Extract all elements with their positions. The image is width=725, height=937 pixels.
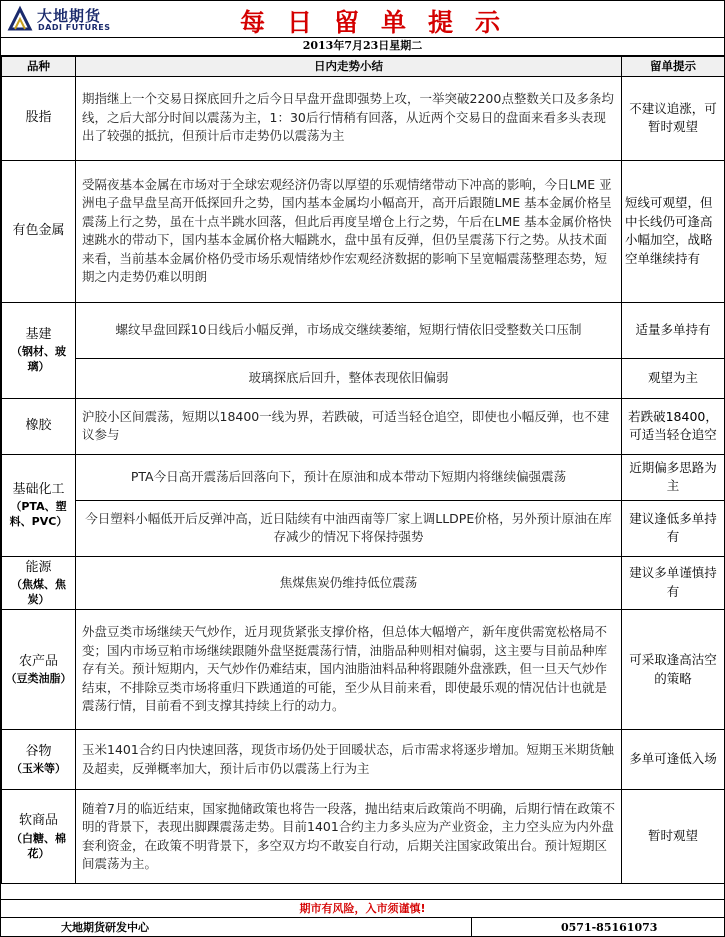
category-label: 软商品 <box>18 813 58 829</box>
category-sub-label: （焦煤、焦炭） <box>11 578 66 606</box>
summary-cell: 沪胶小区间震荡，短期以18400一线为界，若跌破，可适当轻仓追空，即使也小幅反弹，也不建议参与 <box>76 398 622 454</box>
category-label: 农产品 <box>18 653 58 669</box>
category-label: 橡胶 <box>25 417 52 433</box>
summary-cell: 外盘豆类市场继续天气炒作，近月现货紧张支撑价格，但总体大幅增产，新年度供需宽松格局不变；国内市场豆粕市场继续跟随外盘坚挺震荡行情，油脂品种则相对偏弱，这主要与目前品种库存有关。预计短期内，天气炒作仍难结束，国内油脂油料品种将跟随外盘涨跌，但一旦天气炒作结束，不排除豆类市场将重归下跌通道的可能，至少从目前来看，即使最乐观的情况估计也就是震荡行情，目前看不到支撑其持续上行的动力。 <box>76 610 622 730</box>
category-sub-label: （豆类油脂） <box>5 672 72 686</box>
column-header-category: 品种 <box>2 57 76 77</box>
summary-cell: 螺纹早盘回踩10日线后小幅反弹，市场成交继续萎缩，短期行情依旧受整数关口压制 <box>76 302 622 358</box>
tip-cell: 不建议追涨，可暂时观望 <box>622 76 725 160</box>
table-row <box>2 500 725 556</box>
table-row <box>2 76 725 160</box>
table-row <box>2 302 725 358</box>
category-cell <box>2 302 76 398</box>
summary-cell: 玻璃探底后回升，整体表现依旧偏弱 <box>76 358 622 398</box>
report-footer <box>1 917 724 937</box>
category-label: 能源 <box>25 559 52 575</box>
advice-table <box>1 56 725 884</box>
tip-cell: 短线可观望，但中长线仍可逢高小幅加空，战略空单继续持有 <box>622 160 725 302</box>
category-cell <box>2 610 76 730</box>
category-label: 基建 <box>25 326 52 342</box>
tip-cell: 若跌破18400，可适当轻仓追空 <box>622 398 725 454</box>
table-row <box>2 556 725 610</box>
tip-cell: 适量多单持有 <box>622 302 725 358</box>
category-sub-label: （钢材、玻璃） <box>11 345 66 374</box>
category-cell <box>2 76 76 160</box>
category-sub-label: （PTA、塑料、PVC） <box>9 500 68 529</box>
table-row <box>2 730 725 790</box>
report-header <box>1 1 724 38</box>
summary-cell: 期指继上一个交易日探底回升之后今日早盘开盘即强势上攻，一举突破2200点整数关口及多条均线，之后大部分时间以震荡为主，1：30后行情稍有回落，从近两个交易日的盘面来看多头表现出了较强的抵抗，但预计后市走势仍以震荡为主 <box>76 76 622 160</box>
category-sub-label: （白糖、棉花） <box>11 831 66 860</box>
logo-mark-icon <box>7 5 33 33</box>
table-row <box>2 398 725 454</box>
report-date: 2013年7月23日星期二 <box>1 37 724 56</box>
category-label: 谷物 <box>25 743 52 759</box>
risk-warning: 期市有风险，入市须谨慎! <box>1 899 724 917</box>
category-cell <box>2 160 76 302</box>
category-cell <box>2 556 76 610</box>
summary-cell: 受隔夜基本金属在市场对于全球宏观经济仍寄以厚望的乐观情绪带动下冲高的影响，今日LME 亚洲电子盘早盘呈高开低探回升之势，国内基本金属均小幅高开，高开后跟随LME 基本金属价格呈震荡上行之势，虽在十点半跳水回落，但此后再度呈增仓上行之势，午后在LME 基本金属价格快速跳水的带动下，国内基本金属价格大幅跳水，盘中虽有反弹，但仍呈震荡下行之势。从技术面来看，当前基本金属价格仍受市场乐观情绪炒作宏观经济数据的影响下呈宽幅震荡整理态势，短期之内走势仍难以明朗 <box>76 160 622 302</box>
table-row <box>2 790 725 884</box>
tip-cell: 近期偏多思路为主 <box>622 454 725 500</box>
category-cell <box>2 398 76 454</box>
table-row <box>2 358 725 398</box>
tip-cell: 多单可逢低入场 <box>622 730 725 790</box>
summary-cell: PTA今日高开震荡后回落向下，预计在原油和成本带动下短期内将继续偏强震荡 <box>76 454 622 500</box>
summary-cell: 玉米1401合约日内快速回落，现货市场仍处于回暖状态，后市需求将逐步增加。短期玉米期货触及超卖，反弹概率加大，预计后市仍以震荡上行为主 <box>76 730 622 790</box>
column-header-summary: 日内走势小结 <box>76 57 622 77</box>
page-title: 每日留单提示 <box>239 8 522 37</box>
category-sub-label: （玉米等） <box>11 762 66 776</box>
company-logo <box>7 5 137 35</box>
footer-divider <box>471 918 472 937</box>
table-row <box>2 160 725 302</box>
category-label: 股指 <box>25 109 52 125</box>
tip-cell: 观望为主 <box>622 358 725 398</box>
organization-name: 大地期货研发中心 <box>61 921 149 934</box>
category-label: 有色金属 <box>12 222 65 238</box>
tip-cell: 建议多单谨慎持有 <box>622 556 725 610</box>
summary-cell: 焦煤焦炭仍维持低位震荡 <box>76 556 622 610</box>
table-row <box>2 610 725 730</box>
category-cell <box>2 790 76 884</box>
logo-chinese-name: 大地期货 <box>37 7 102 25</box>
contact-phone: 0571-85161073 <box>561 921 658 934</box>
category-cell <box>2 730 76 790</box>
category-label: 基础化工 <box>12 481 65 497</box>
table-row <box>2 454 725 500</box>
category-cell <box>2 454 76 556</box>
tip-cell: 可采取逢高沽空的策略 <box>622 610 725 730</box>
table-header-row <box>2 57 725 77</box>
tip-cell: 暂时观望 <box>622 790 725 884</box>
summary-cell: 随着7月的临近结束，国家抛储政策也将告一段落，抛出结束后政策尚不明确，后期行情在政策不明的背景下，表现出脚踝震荡走势。目前1401合约主力多头应为产业资金，主力空头应为内外盘套利资金，在政策不明背景下，多空双方均不敢妄自行动，后期关注国家政策出台。预计短期区间震荡为主。 <box>76 790 622 884</box>
tip-cell: 建议逢低多单持有 <box>622 500 725 556</box>
column-header-tip: 留单提示 <box>622 57 725 77</box>
logo-english-name: DADI FUTURES <box>38 23 111 32</box>
summary-cell: 今日塑料小幅低开后反弹冲高，近日陆续有中油西南等厂家上调LLDPE价格，另外预计原油在库存减少的情况下将保持强势 <box>76 500 622 556</box>
